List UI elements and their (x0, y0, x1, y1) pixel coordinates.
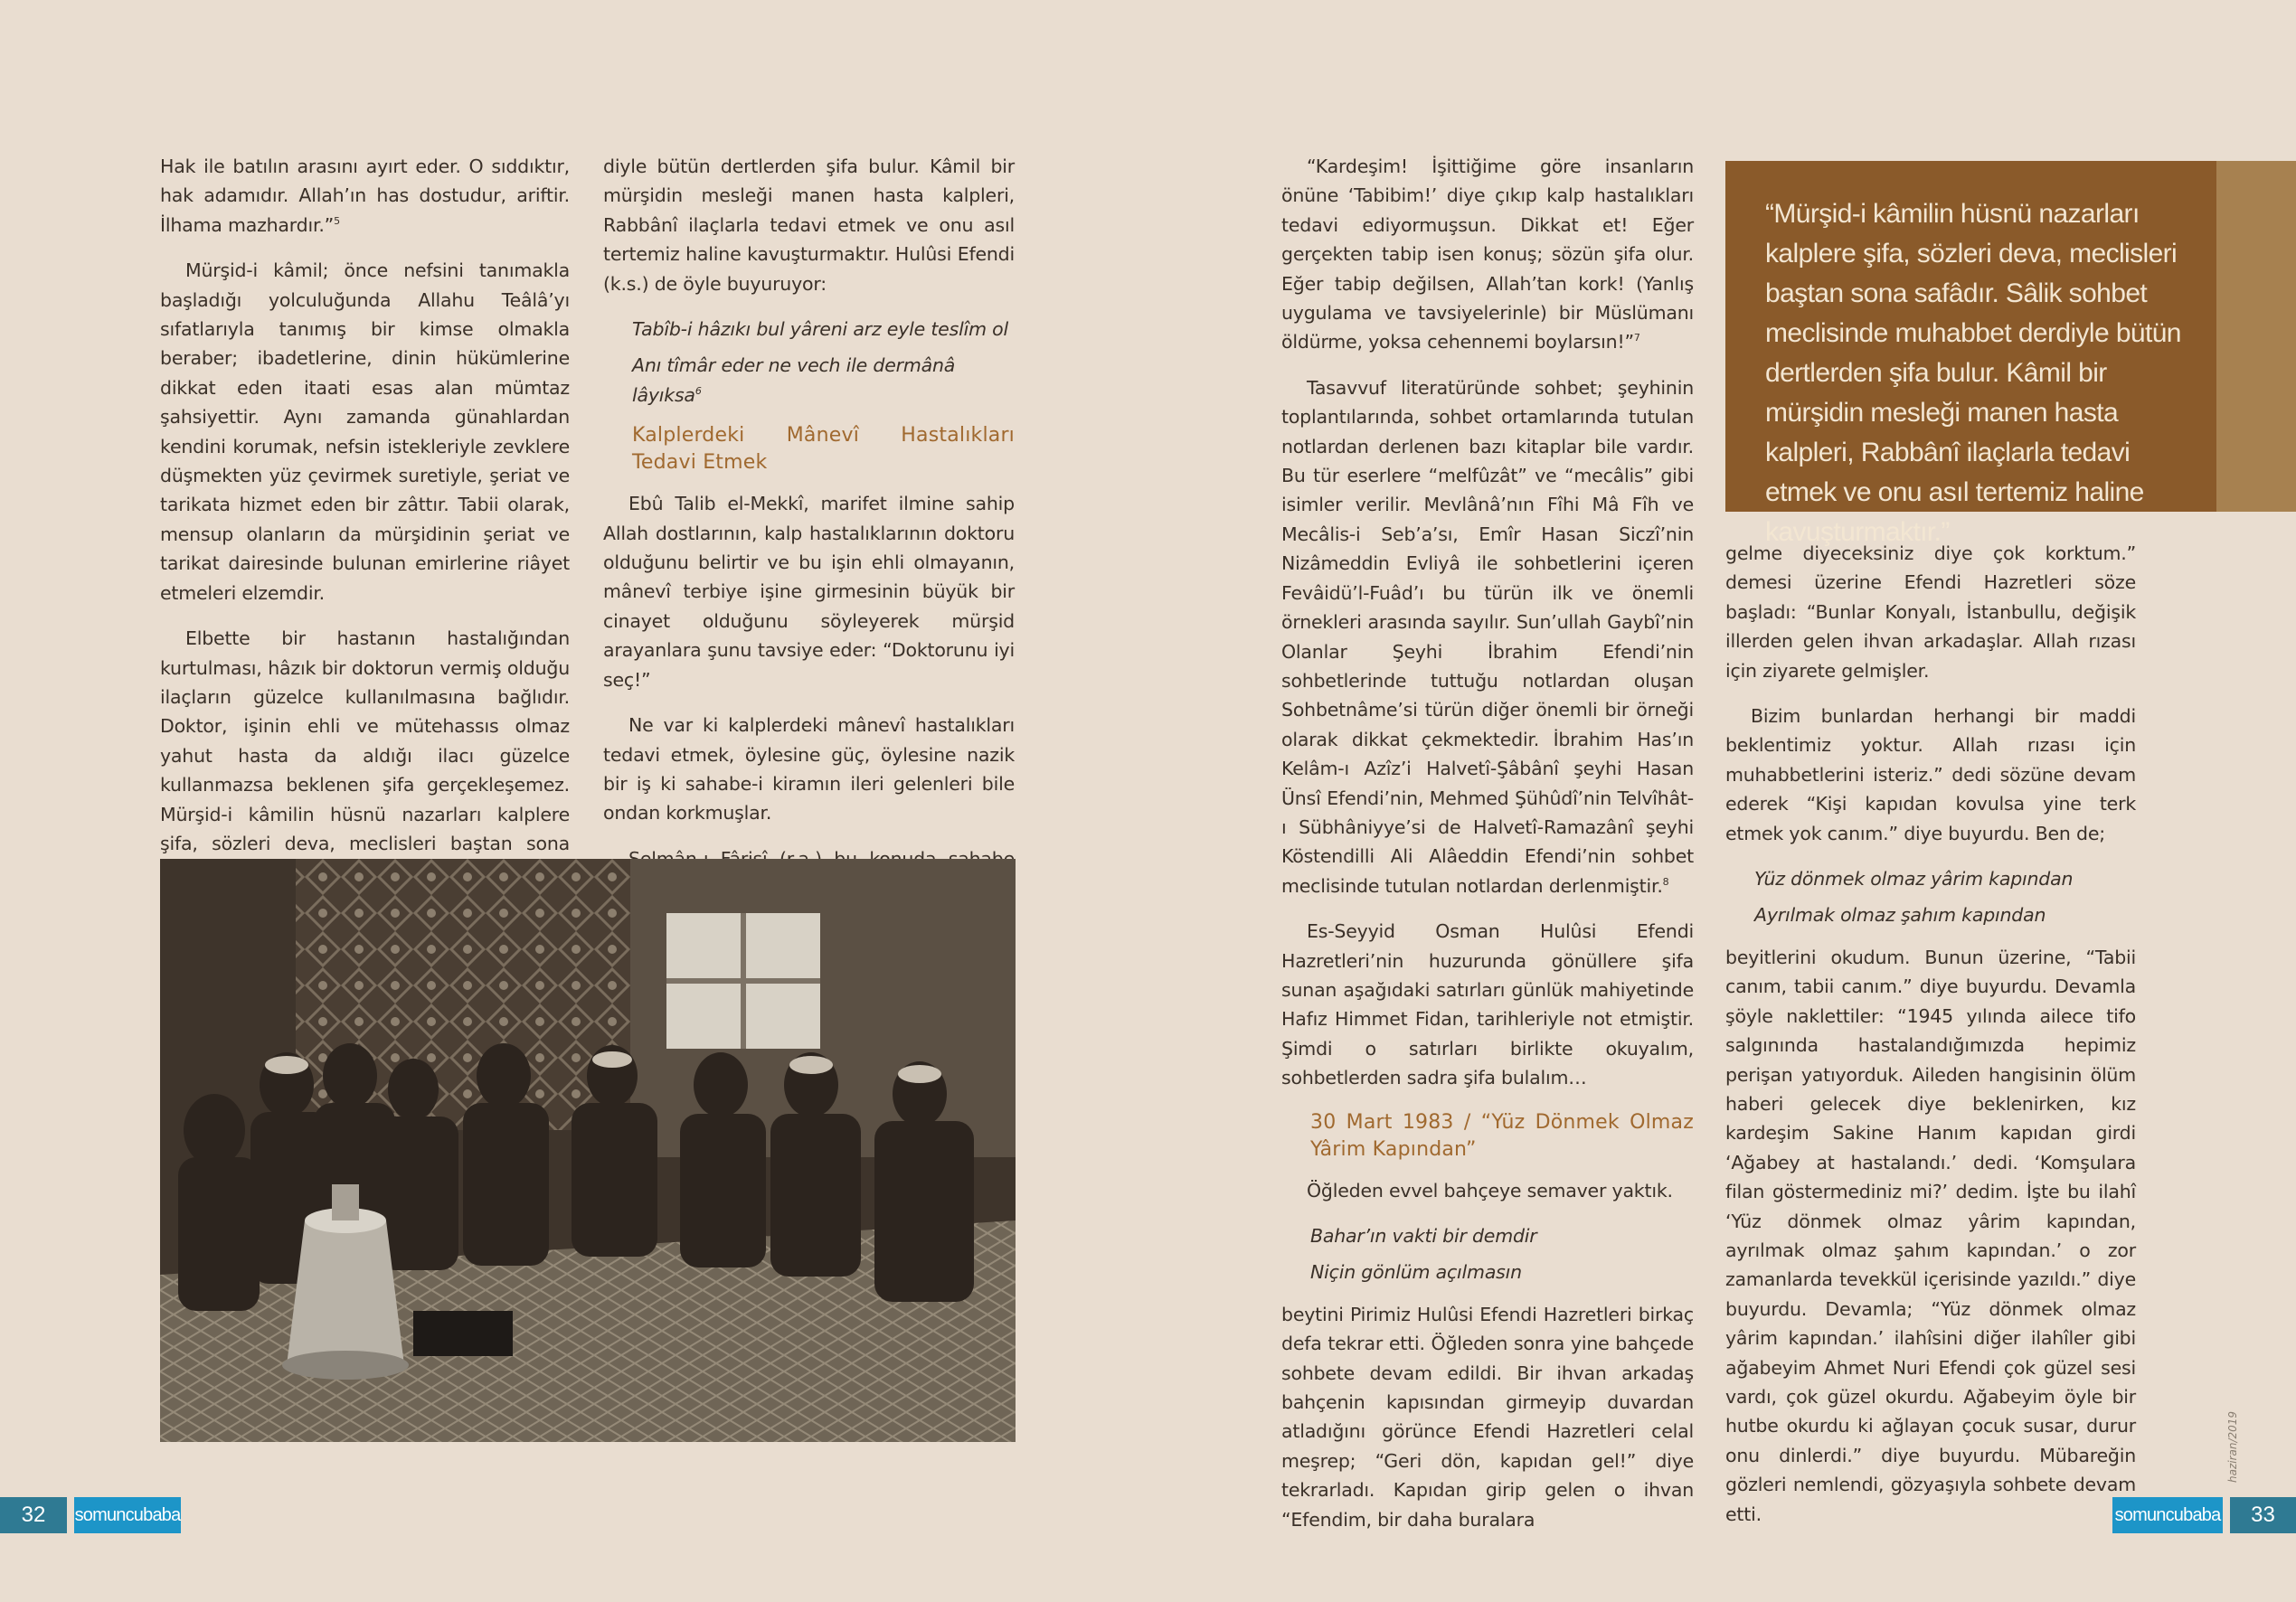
column-4 (1725, 539, 2136, 1545)
paragraph: Bizim bunlardan herhangi bir maddi beklentimiz yoktur. Allah rızası için muhabbetlerini isteriz.” dedi sözüne devam ederek “Kişi kapıdan kovulsa yine terk etmek yok canım.” diye buyurdu. Ben de; (1725, 705, 2136, 844)
column-2 (603, 152, 1015, 919)
magazine-brand-left: somuncubaba (74, 1497, 181, 1533)
paragraph: Elbette bir hastanın hastalığından kurtulması, hâzık bir doktorun vermiş olduğu ilaçların güzelce kullanılmasına bağlıdır. Doktor, işinin ehli ve mütehassıs olmaz yahut hasta da aldığı ilacı güzelce kullanmazsa beklenen şifa gerçekleşemez. Mürşid-i kâmilin hüsnü nazarları kalplere şifa, sözleri deva, meclisleri baştan sona (160, 627, 570, 854)
column-3 (1281, 152, 1694, 1550)
verse-block (1281, 1221, 1694, 1287)
verse-line: Bahar’ın vakti bir demdir (1310, 1225, 1537, 1247)
paragraph: “Kardeşim! İşittiğime göre insanların önüne ‘Tabibim!’ diye çıkıp kalp hastalıkları tedavi ediyormuşsun. Dikkat et! Eğer gerçekten tabip isen konuş; sözün şifa olur. Eğer tabip değilsen, Allah’tan kork! (Yanlış uygulama ve tavsiyelerinle) bir Müslümanı öldürme, yoksa cehennemi boylarsın!”$^7$ (1281, 155, 1694, 353)
page-number-left: 32 (0, 1497, 67, 1533)
paragraph: Mürşid-i kâmil; önce nefsini tanımakla başladığı yolculuğunda Allahu Teâlâ’yı sıfatlarıyla tanımış bir kimse olmakla beraber; ibadetlerine, dinin hükümlerine dikkat eden itaati esas alan mümtaz şahsiyettir. Aynı zamanda günahlardan kendini korumak, nefsin istekleriyle zevklere düşmekten yüz çevirmek suretiyle, şeriat ve tarikata hizmet eden bir zâttır. Tabii olarak, mensup olanların da mürşidinin şeriat ve tarikat dairesinde bulunan emirlerine riâyet etmeleri elzemdir. (160, 259, 570, 604)
paragraph: Tasavvuf literatüründe sohbet; şeyhinin toplantılarında, sohbet ortamlarında tutulan notlardan derlenen bazı kitaplar bile vardır. Bu tür eserlere “melfûzât” ve “mecâlis” gibi isimler verilir. Mevlânâ’nın Fîhi Mâ Fîh ve Mecâlis-i Seb’a’sı, Emîr Hasan Siczî’nin Nizâmeddin Evliyâ ile sohbetlerini içeren Fevâidü’l-Fuâd’ı bu türün ilk ve önemli örnekleri arasında sayılır. Sun’ullah Gaybî’nin Olanlar Şeyhi İbrahim Efendi’nin sohbetlerinde tuttuğu notlardan oluşan Sohbetnâme’si türün diğer önemli bir örneği olarak dikkat çekmektedir. İbrahim Has’ın Kelâm-ı Azîz’i Halvetî-Şâbânî şeyhi Hasan Ünsî Efendi’nin, Mehmed Şühûdî’nin Telvîhât-ı Sübhâniyye’si de Halvetî-Ramazânî şeyhi Köstendilli Ali Alâeddin Efendi’nin sohbet meclisinde tutulan notlardan derlenmiştir.$^8$ (1281, 376, 1694, 897)
magazine-brand-right: somuncubaba (2112, 1497, 2223, 1533)
footnote-ref: 6 (694, 385, 702, 398)
paragraph: Öğleden evvel bahçeye semaver yaktık. (1307, 1179, 1673, 1202)
verse-line: Yüz dönmek olmaz yârim kapından (1754, 868, 2074, 891)
paragraph: Ne var ki kalplerdeki mânevî hastalıkları tedavi etmek, öylesine güç, öylesine nazik bir iş ki sahabe-i kiramın ileri gelenleri bile ondan korkmuşlar. (603, 714, 1015, 825)
page-number-right: 33 (2230, 1497, 2296, 1533)
section-heading: 30 Mart 1983 / “Yüz Dönmek Olmaz Yârim Kapından” (1310, 1110, 1694, 1161)
verse-line: Tabîb-i hâzıkı bul yâreni arz eyle teslîm ol (632, 318, 1008, 341)
pullquote-accent-strip (2216, 161, 2296, 512)
footnote-ref: 5 (334, 214, 340, 227)
verse-line: Ayrılmak olmaz şahım kapından (1754, 904, 2046, 927)
paragraph: gelme diyeceksiniz diye çok korktum.” demesi üzerine Efendi Hazretleri söze başladı: “Bunlar Konyalı, İstanbullu, değişik illerden gelen ihvan arkadaşlar. Allah rızası için ziyarete gelmişler. (1725, 542, 2136, 682)
paragraph: Ebû Talib el-Mekkî, marifet ilmine sahip Allah dostlarının, kalp hastalıklarının doktoru olduğunu belirtir ve bu işin ehli olmayanın, mânevî terbiye işine girmesinin büyük bir cinayet olduğunu söyleyerek mürşid arayanlara şunu tavsiye eder: “Doktorunu iyi seç!” (603, 493, 1015, 691)
verse-block (1725, 864, 2136, 930)
paragraph: beyitlerini okudum. Bunun üzerine, “Tabii canım, tabii canım.” diye buyurdu. Devamla şöyle naklettiler: “1945 yılında ailece tifo salgınında hastalandığımızda hepimiz perişan yatıyorduk. Aileden hangisinin ölüm haberi gelecek diye beklenirken, kız kardeşim Sakine Hanım kapıdan girdi ‘Ağabey at hastalandı.’ dedi. ‘Komşulara filan göstermediniz mi?’ dedim. İşte bu ilahî ‘Yüz dönmek olmaz yârim kapından, ayrılmak olmaz şahım kapından.’ o zor zamanlarda tevekkül içerisinde yazıldı.” diye buyurdu. Devamla; “Yüz dönmek olmaz yârim kapından.’ ilahîsini diğer ilahîler gibi ağabeyim Ahmet Nuri Efendi çok güzel sesi vardı, çok güzel okurdu. Ağabeyim öyle bir hutbe okurdu ki ağlayan çocuk susar, durur onu dinlerdi.” diye buyurdu. Mübareğin gözleri nemlendi, gözyaşıyla sohbete devam etti. (1725, 946, 2136, 1525)
paragraph: Es-Seyyid Osman Hulûsi Efendi Hazretleri’nin huzurunda gönüllere şifa sunan aşağıdaki satırları günlük mahiyetinde Hafız Himmet Fidan, tarihleriyle not etmiştir. Şimdi o satırları birlikte okuyalım, sohbetlerden sadra şifa bulalım… (1281, 920, 1694, 1089)
paragraph: diyle bütün dertlerden şifa bulur. Kâmil bir mürşidin mesleği manen hasta kalpleri, Rabbânî ilaçlarla tedavi etmek ve onu asıl tertemiz haline kavuşturmaktır. Hulûsi Efendi (k.s.) de öyle buyuruyor: (603, 155, 1015, 295)
issue-date: haziran/2019 (2226, 1410, 2239, 1483)
footnote-ref: 8 (1662, 875, 1669, 888)
footnote-ref: 7 (1633, 332, 1640, 344)
verse-line: Anı tîmâr eder ne vech ile dermânâ lâyıksa$^6$ (632, 354, 956, 406)
paragraph: Hak ile batılın arasını ayırt eder. O sıddıktır, hak adamıdır. Allah’ın has dostudur, ariftir. İlhama mazhardır.”$^5$ (160, 155, 570, 236)
section-heading: Kalplerdeki Mânevî Hastalıkları Tedavi Etmek (632, 424, 1015, 475)
column-1 (160, 152, 570, 933)
sohbet-photo (160, 859, 1016, 1442)
verse-line: Niçin gönlüm açılmasın (1310, 1261, 1522, 1284)
pullquote-text: “Mürşid-i kâmilin hüsnü nazarları kalplere şifa, sözleri deva, meclisleri baştan sona safâdır. Sâlik sohbet meclisinde muhabbet derdiyle bütün dertlerden şifa bulur. Kâmil bir mürşidin mesleği manen hasta kalpleri, Rabbânî ilaçlarla tedavi etmek ve onu asıl tertemiz haline kavuşturmaktır.” (1765, 199, 2181, 547)
paragraph: beytini Pirimiz Hulûsi Efendi Hazretleri birkaç defa tekrar etti. Öğleden sonra yine bahçede sohbete devam edildi. Bir ihvan arkadaş bahçenin kapısından girmeyip duvardan atladığını görünce Efendi Hazretleri celal meşrep; “Geri dön, kapıdan gel!” diye tekrarladı. Kapıdan girip gelen o ihvan “Efendim, bir daha buralara (1281, 1303, 1694, 1531)
verse-block (603, 315, 1015, 410)
